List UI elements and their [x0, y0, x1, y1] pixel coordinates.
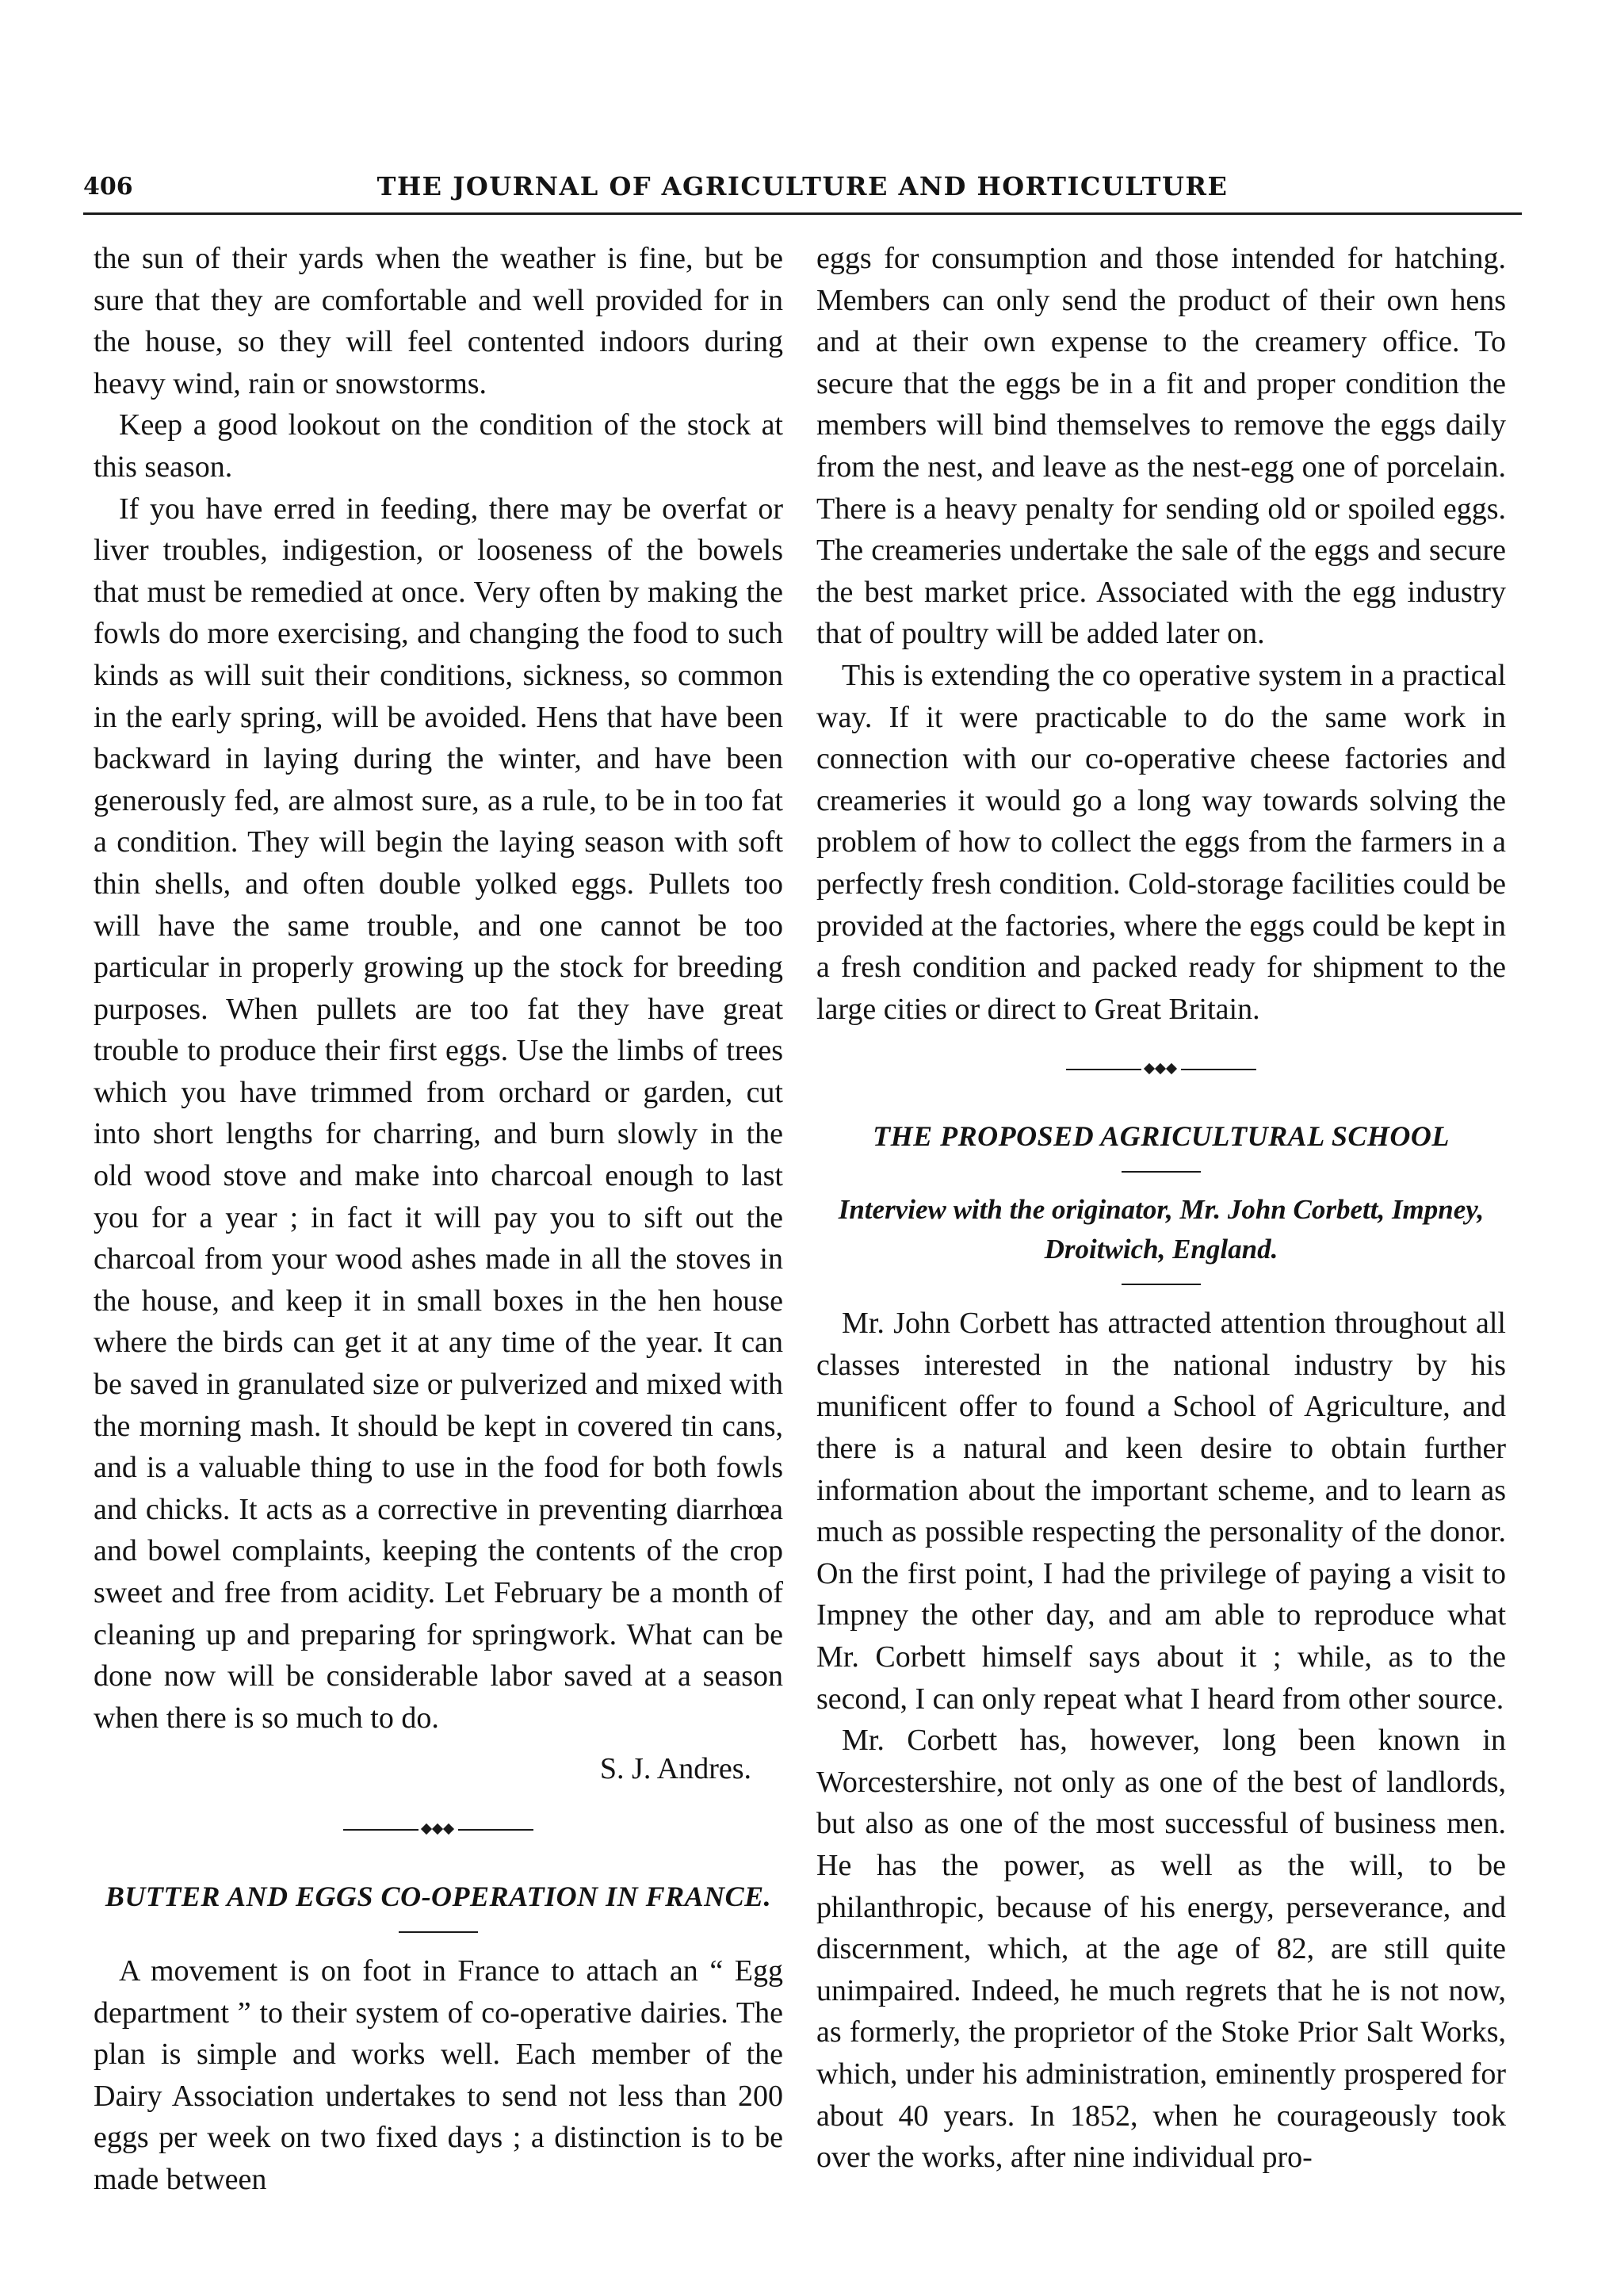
header-rule: [83, 212, 1522, 215]
right-column: [816, 238, 1506, 2179]
byline-rule: [1122, 1284, 1201, 1285]
title-rule: [1122, 1171, 1201, 1173]
article-paragraph: If you have erred in feeding, there may be overfat or liver troubles, indigestion, or looseness of the bowels that must be remedied at once. Very often by making the fowls do more exercising, and changing the food to such kinds as will suit their conditions, sickness, so common in the early spring, will be avoided. Hens that have been backward in laying during the winter, and have been generously fed, are almost sure, as a rule, to be in too fat a condition. They will begin the laying season with soft thin shells, and often double yolked eggs. Pullets too will have the same trouble, and one cannot be too particular in properly growing up the stock for breeding purposes. When pullets are too fat they have great trouble to produce their first eggs. Use the limbs of trees which you have trimmed from orchard or garden, cut into short lengths for charring, and burn slowly in the old wood stove and make into charcoal enough to last you for a year ; in fact it will pay you to sift out the charcoal from your wood ashes made in all the stoves in the house, and keep it in small boxes in the hen house where the birds can get it at any time of the year. It can be saved in granulated size or pulverized and mixed with the morning mash. It should be kept in covered tin cans, and is a valuable thing to use in the food for both fowls and chicks. It acts as a corrective in preventing diarrhœa and bowel complaints, keeping the contents of the crop sweet and free from acidity. Let February be a month of cleaning up and preparing for springwork. What can be done now will be considerable labor saved at a season when there is so much to do.: [94, 492, 783, 1735]
title-rule: [399, 1931, 478, 1933]
article-paragraph: Mr. John Corbett has attracted attention throughout all classes interested in the national industry by his munificent offer to found a School of Agriculture, and there is a natural and keen desire to obtain further information about the important scheme, and to learn as much as possible respecting the personality of the donor. On the first point, I had the privilege of paying a visit to Impney the other day, and am able to reproduce what Mr. Corbett himself says about it ; while, as to the second, I can only repeat what I heard from other source.: [816, 1307, 1506, 1716]
article-paragraph: eggs for consumption and those intended for hatching. Members can only send the product of their own hens and at their own expense to the creamery office. To secure that the eggs be in a fit and proper condition the members will bind themselves to remove the eggs daily from the nest, and leave as the nest-egg one of porcelain. There is a heavy penalty for sending old or spoiled eggs. The creameries undertake the sale of the eggs and secure the best market price. Associated with the egg industry that of poultry will be added later on.: [816, 242, 1506, 651]
article-paragraph: Mr. Corbett has, however, long been known in Worcestershire, not only as one of the best of landlords, but also as one of the most successful of business men. He has the power, as well as the will, to be philanthropic, because of his energy, perseverance, and discernment, which, at the age of 82, are still quite unimpaired. Indeed, he much regrets that he is not now, as formerly, the proprietor of the Stoke Prior Salt Works, which, under his administration, eminently prospered for about 40 years. In 1852, when he courageously took over the works, after nine individual pro-: [816, 1724, 1506, 2175]
article-title: BUTTER AND EGGS CO-OPERATION IN FRANCE.: [105, 1880, 772, 1912]
left-column: [94, 238, 783, 2201]
article-title: THE PROPOSED AGRICULTURAL SCHOOL: [873, 1120, 1450, 1153]
article-paragraph: the sun of their yards when the weather is fine, but be sure that they are comfortable and well provided for in the house, so they will feel contented indoors during heavy wind, rain or snowstorms.: [94, 242, 783, 400]
article-paragraph: This is extending the co operative system in a practical way. If it were practicable to do the same work in connection with our co-operative cheese factories and creameries it would go a long way towards solving the problem of how to collect the eggs from the farmers in a perfectly fresh condition. Cold-storage facilities could be provided at the factories, where the eggs could be kept in a fresh condition and packed ready for shipment to the large cities or direct to Great Britain.: [816, 658, 1506, 1026]
page-number: 406: [83, 173, 133, 201]
section-divider-ornament: [1066, 1062, 1256, 1077]
article-byline: Interview with the originator, Mr. John Corbett, Impney, Droitwich, England.: [838, 1194, 1485, 1265]
article-paragraph: A movement is on foot in France to attach an “ Egg department ” to their system of co-operative dairies. The plan is simple and works well. Each member of the Dairy Association undertakes to send not less than 200 eggs per week on two fixed days ; a distinction is to be made between: [94, 1954, 783, 2196]
page-header: [83, 163, 1522, 205]
author-signature: S. J. Andres.: [599, 1752, 751, 1786]
article-paragraph: Keep a good lookout on the condition of the stock at this season.: [94, 408, 783, 484]
section-divider-ornament: [343, 1822, 533, 1838]
running-title: THE JOURNAL OF AGRICULTURE AND HORTICULTURE: [376, 171, 1229, 201]
